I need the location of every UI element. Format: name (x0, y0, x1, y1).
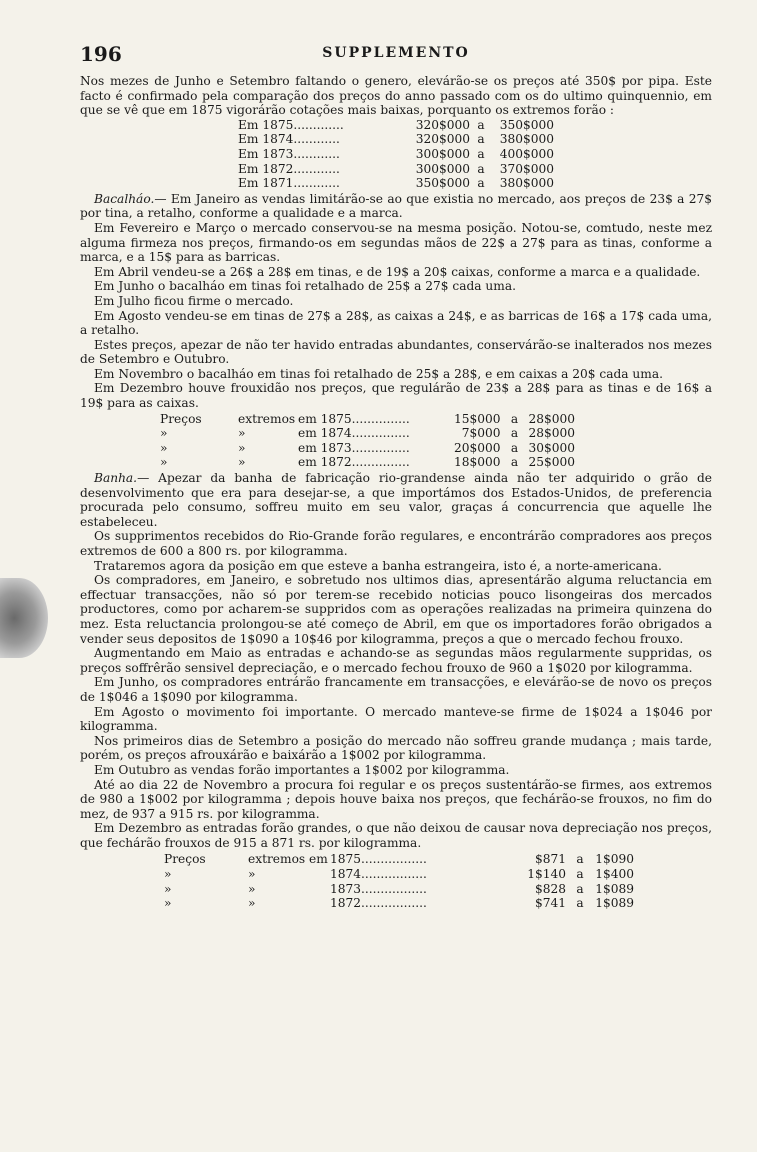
year-cell: em 1873............... (298, 440, 410, 455)
bacalhao-paragraph (80, 192, 712, 221)
separator-cell: a (576, 896, 584, 911)
banha-paragraph: Em Outubro as vendas forão importantes a 1$002 por kilogramma. (94, 762, 510, 777)
table-row (238, 176, 554, 191)
high-price-cell: 1$400 (595, 867, 634, 882)
low-price-cell: $741 (534, 896, 566, 911)
table-row (238, 162, 554, 177)
vinho-price-table (238, 118, 554, 191)
label-cell: » (248, 881, 256, 896)
year-cell: Em 1871............ (238, 176, 340, 191)
low-price-cell: 1$140 (527, 867, 566, 882)
year-cell: 1875................. (330, 852, 427, 867)
low-price-cell: $871 (534, 852, 566, 867)
bacalhao-paragraph: Em Dezembro houve frouxidão nos preços, que regulárão de 23$ a 28$ para as tinas e de 16$ a 19$ para as caixas. (80, 381, 712, 411)
page-number: 196 (80, 42, 122, 66)
banha-title: Banha. (94, 471, 138, 486)
banha-paragraph: Em Dezembro as entradas forão grandes, o que não deixou de causar nova depreciação nos preços, que fechárão frouxos de 915 a 871 rs. por kilogramma. (80, 821, 712, 850)
low-price-cell: 300$000 (415, 146, 470, 161)
bacalhao-paragraph: Em Julho ficou firme o mercado. (94, 293, 294, 308)
separator-cell: a (477, 132, 485, 147)
page-header (80, 42, 712, 64)
separator-cell: a (576, 881, 584, 896)
high-price-cell: 400$000 (499, 146, 554, 161)
banha-paragraph: Até ao dia 22 de Novembro a procura foi regular e os preços sustentárão-se firmes, aos extremos de 980 a 1$002 por kilogramma ; depois houve baixa nos preços, que fechárão-se frouxos, no fim do mez, de 937 a 915 rs. por kilogramma. (80, 777, 712, 821)
year-cell: Em 1873............ (238, 146, 340, 161)
year-cell: em 1872............... (298, 455, 410, 470)
year-cell: Em 1872............ (238, 161, 340, 176)
high-price-cell: 1$090 (595, 852, 634, 867)
label-cell: » (160, 440, 168, 455)
table-row (160, 426, 575, 441)
banha-price-table (164, 852, 634, 910)
label-cell: » (238, 440, 246, 455)
low-price-cell: 7$000 (461, 426, 501, 441)
table-row (238, 147, 554, 162)
separator-cell: a (477, 176, 485, 191)
label-cell: » (164, 896, 172, 911)
year-cell: 1872................. (330, 896, 427, 911)
table-row (164, 867, 634, 882)
label-cell: extremos (238, 411, 296, 426)
low-price-cell: 320$000 (415, 117, 470, 132)
label-cell: » (238, 426, 246, 441)
bacalhao-paragraph: Em Agosto vendeu-se em tinas de 27$ a 28$, as caixas a 24$, e as barricas de 16$ a 17$ cada uma, a retalho. (80, 308, 712, 338)
separator-cell: a (477, 146, 485, 161)
low-price-cell: 320$000 (415, 132, 470, 147)
bacalhao-paragraph: Em Abril vendeu-se a 26$ a 28$ em tinas, e de 19$ a 20$ caixas, conforme a marca e a qualidade. (94, 264, 701, 279)
high-price-cell: 380$000 (499, 176, 554, 191)
bacalhao-paragraph: Estes preços, apezar de não ter havido entradas abundantes, conservárão-se inalterados nos mezes de Setembro e Outubro. (80, 337, 712, 367)
label-cell: » (248, 867, 256, 882)
label-cell: » (164, 881, 172, 896)
banha-paragraph: Os supprimentos recebidos do Rio-Grande forão regulares, e encontrárão compradores aos preços extremos de 600 a 800 rs. por kilogramma. (80, 529, 712, 558)
label-cell: extremos em (248, 852, 328, 867)
banha-paragraph: Trataremos agora da posição em que esteve a banha estrangeira, isto é, a norte-americana. (94, 558, 662, 573)
high-price-cell: 380$000 (499, 132, 554, 147)
table-row (164, 852, 634, 867)
table-row (164, 896, 634, 911)
label-cell: Preços (164, 852, 206, 867)
high-price-cell: 30$000 (528, 440, 576, 455)
bacalhao-paragraph: Em Fevereiro e Março o mercado conservou-se na mesma posição. Notou-se, comtudo, neste mez alguma firmeza nos preços, firmando-os em segundas mãos de 22$ a 27$ para as tinas, conforme a marca, e a 15$ para as barricas. (80, 220, 712, 265)
high-price-cell: 370$000 (499, 161, 554, 176)
year-cell: 1873................. (330, 881, 427, 896)
separator-cell: a (477, 117, 485, 132)
table-row (160, 441, 575, 456)
banha-paragraph: Augmentando em Maio as entradas e achando-se as segundas mãos regularmente suppridas, os preços soffrêrão sensivel depreciação, e o mercado fechou frouxo de 960 a 1$020 por kilogramma. (80, 646, 712, 675)
table-row (160, 412, 575, 427)
intro-paragraph: Nos mezes de Junho e Setembro faltando o genero, elevárão-se os preços até 350$ por pipa. Este facto é confirmado pela comparação dos preços do anno passado com os do ultimo quinquennio, em que se vê que em 1875 vigorárão cotações mais baixas, porquanto os extremos forão : (80, 74, 712, 118)
bacalhao-paragraph: Em Novembro o bacalháo em tinas foi retalhado de 25$ a 28$, e em caixas a 20$ cada uma. (94, 366, 663, 381)
low-price-cell: 300$000 (415, 161, 470, 176)
high-price-cell: 1$089 (595, 896, 634, 911)
high-price-cell: 28$000 (528, 426, 576, 441)
margin-stain (0, 578, 48, 658)
high-price-cell: 25$000 (528, 455, 576, 470)
separator-cell: a (510, 426, 519, 441)
banha-paragraph: Em Agosto o movimento foi importante. O mercado manteve-se firme de 1$024 a 1$046 por kilogramma. (80, 704, 712, 734)
banha-paragraph: Os compradores, em Janeiro, e sobretudo nos ultimos dias, apresentárão alguma reluctancia em effectuar transacções, não só por terem-se recebido noticias pouco lisongeiras dos mercados productores, como por acharem-se suppridos com as operações realizadas na primeira quinzena do mez. Esta reluctancia prolongou-se até começo de Abril, em que os importadores forão obrigados a vender seus depositos de 1$090 a 10$46 por kilogramma, preços a que o mercado fechou frouxo. (80, 573, 712, 646)
page-body (80, 74, 712, 911)
year-cell: em 1874............... (298, 426, 410, 441)
bacalhao-paragraph: Em Junho o bacalháo em tinas foi retalhado de 25$ a 27$ cada uma. (94, 279, 516, 294)
label-cell: Preços (160, 411, 202, 426)
bacalhao-price-table (160, 412, 575, 470)
year-cell: em 1875............... (298, 411, 410, 426)
low-price-cell: $828 (534, 881, 566, 896)
table-row (238, 118, 554, 133)
paragraph-text: — Em Janeiro as vendas limitárão-se ao que existia no mercado, aos preços de 23$ a 27$ por tina, a retalho, conforme a qualidade e a marca. (80, 191, 712, 221)
running-title: SUPPLEMENTO (322, 45, 470, 61)
low-price-cell: 20$000 (454, 440, 501, 455)
high-price-cell: 28$000 (528, 411, 576, 426)
paragraph-text: — Apezar da banha de fabricação rio-grandense ainda não ter adquirido o grão de desenvolvimento que era para desejar-se, a que importámos dos Estados-Unidos, de preferencia procurada pelo consumo, soffreu muito em seu valor, graças á concurrencia que aquelle lhe estabeleceu. (80, 471, 712, 529)
table-row (238, 132, 554, 147)
separator-cell: a (576, 867, 584, 882)
year-cell: Em 1874............ (238, 132, 340, 147)
label-cell: » (164, 867, 172, 882)
separator-cell: a (576, 852, 584, 867)
table-row (164, 882, 634, 897)
high-price-cell: 1$089 (595, 881, 634, 896)
year-cell: Em 1875............. (238, 117, 344, 132)
label-cell: » (160, 426, 168, 441)
low-price-cell: 350$000 (415, 176, 470, 191)
label-cell: » (238, 455, 246, 470)
separator-cell: a (510, 440, 519, 455)
label-cell: » (248, 896, 256, 911)
separator-cell: a (510, 411, 519, 426)
high-price-cell: 350$000 (499, 117, 554, 132)
separator-cell: a (477, 161, 485, 176)
low-price-cell: 15$000 (454, 411, 501, 426)
banha-paragraph (80, 471, 712, 529)
year-cell: 1874................. (330, 867, 427, 882)
label-cell: » (160, 455, 168, 470)
banha-paragraph: Nos primeiros dias de Setembro a posição do mercado não soffreu grande mudança ; mais tarde, porém, os preços afrouxárão e baixárão a 1$002 por kilogramma. (80, 733, 712, 763)
table-row (160, 455, 575, 470)
separator-cell: a (510, 455, 519, 470)
low-price-cell: 18$000 (454, 455, 501, 470)
bacalhao-title: Bacalháo. (94, 191, 155, 206)
banha-paragraph: Em Junho, os compradores entrárão francamente em transacções, e elevárão-se de novo os preços de 1$046 a 1$090 por kilogramma. (80, 675, 712, 704)
